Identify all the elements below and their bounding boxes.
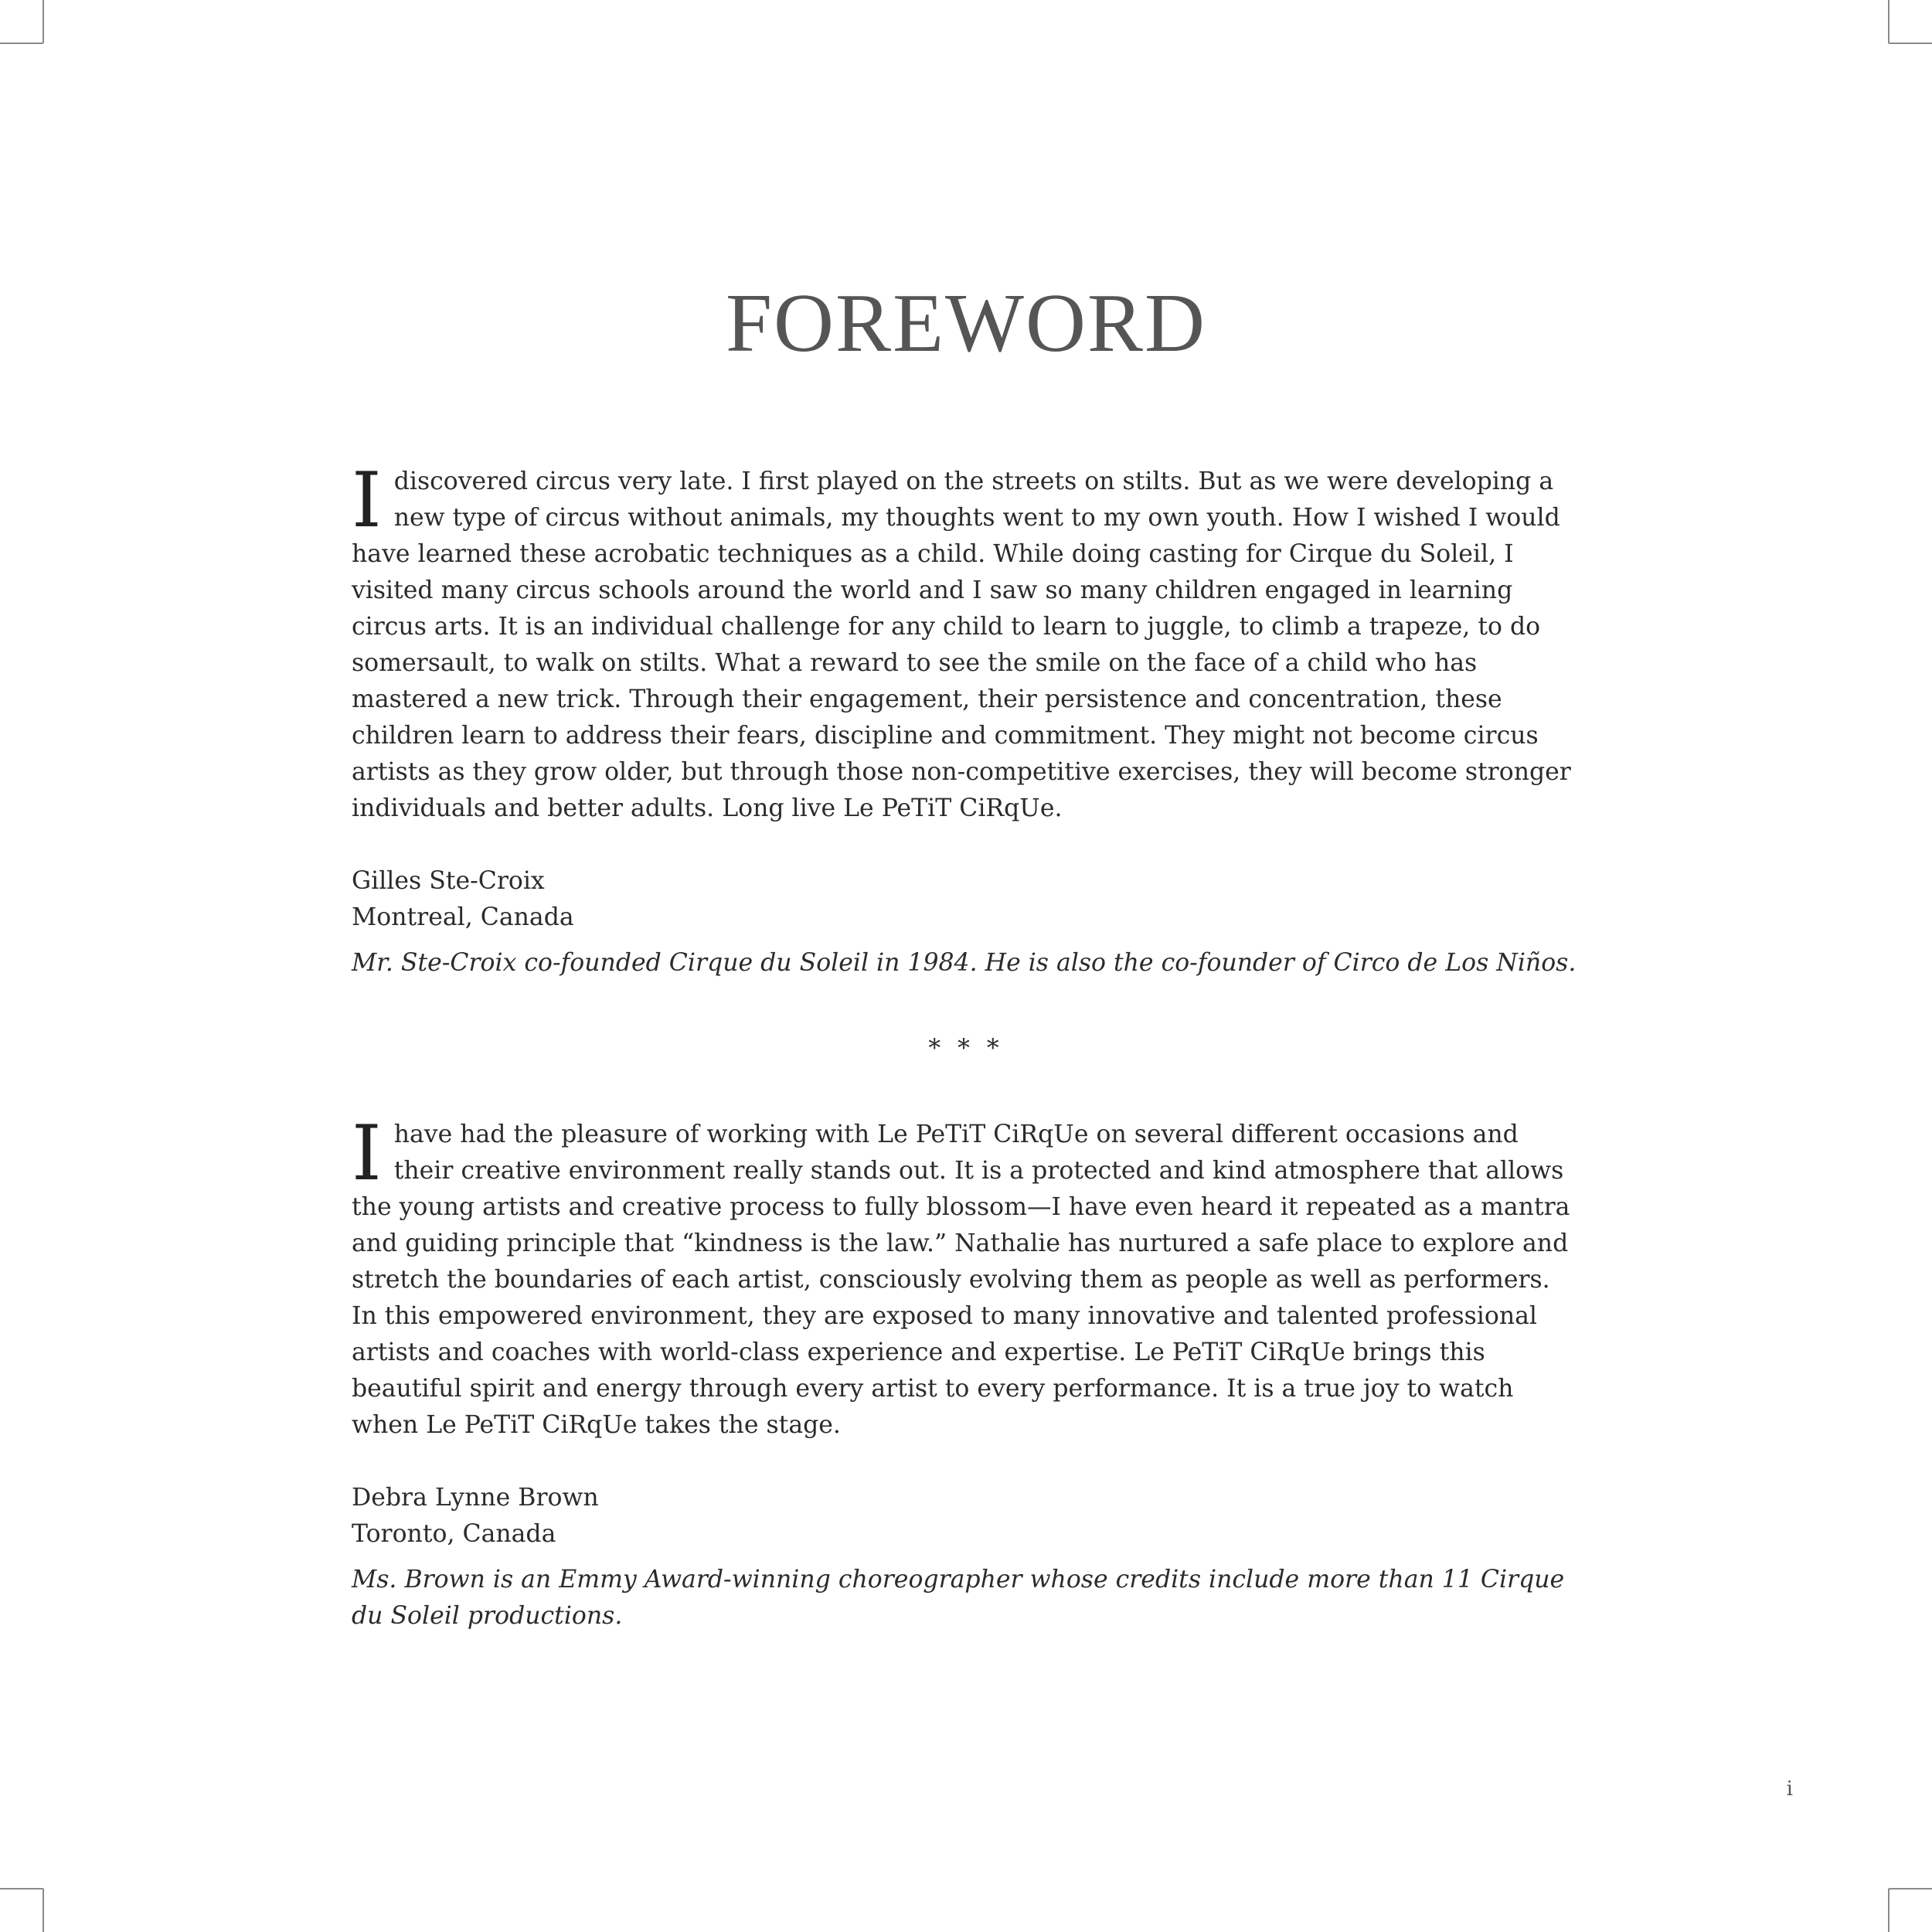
foreword-1-note: Mr. Ste-Croix co-founded Cirque du Soleil in 1984. He is also the co-founder of Circo de Los Niños. — [352, 949, 1577, 977]
foreword-2-body: have had the pleasure of working with Le PeTiT CiRqUe on several different occasions and their creative environment really stands out. It is a protected and kind atmosphere that allows the young artists and creative process to fully blossom—I have even heard it repeated as a mantra and guiding principle that “kindness is the law.” Nathalie has nurtured a safe place to explore and stretch the boundaries of each artist, consciously evolving them as people as well as performers. In this empowered environment, they are exposed to many innovative and talented professional artists and coaches with world-class experience and expertise. Le PeTiT CiRqUe brings this beautiful spirit and energy through every artist to every performance. It is a true joy to watch when Le PeTiT CiRqUe takes the stage. — [352, 1121, 1570, 1439]
foreword-1-author: Gilles Ste-Croix — [352, 867, 545, 895]
foreword-2-note: Ms. Brown is an Emmy Award-winning choreographer whose credits include more than 11 Cirque du Soleil productions. — [352, 1566, 1565, 1630]
crop-mark-top-right-horizontal — [1889, 43, 1932, 44]
foreword-1-paragraph — [352, 457, 1580, 827]
crop-mark-top-right-vertical — [1888, 0, 1889, 43]
foreword-2-dropcap: I — [352, 1110, 382, 1198]
foreword-2-location: Toronto, Canada — [352, 1520, 556, 1548]
foreword-1-dropcap: I — [352, 457, 382, 545]
foreword-section-1 — [352, 457, 1580, 981]
page-title: FOREWORD — [725, 277, 1207, 369]
crop-mark-bottom-left-horizontal — [0, 1888, 43, 1889]
foreword-section-2 — [352, 1110, 1580, 1634]
foreword-content — [352, 457, 1580, 1634]
section-separator: * * * — [928, 1035, 1004, 1063]
foreword-1-body: discovered circus very late. I first played on the streets on stilts. But as we were developing a new type of circus without animals, my thoughts went to my own youth. How I wished I would have learned these acrobatic techniques as a child. While doing casting for Cirque du Soleil, I visited many circus schools around the world and I saw so many children engaged in learning circus arts. It is an individual challenge for any child to learn to juggle, to climb a trapeze, to do somersault, to walk on stilts. What a reward to see the smile on the face of a child who has mastered a new trick. Through their engagement, their persistence and concentration, these children learn to address their fears, discipline and commitment. They might not become circus artists as they grow older, but through those non-competitive exercises, they will become stronger individuals and better adults. Long live Le PeTiT CiRqUe. — [352, 468, 1571, 822]
foreword-2-paragraph — [352, 1110, 1580, 1444]
foreword-2-author: Debra Lynne Brown — [352, 1484, 599, 1512]
crop-mark-top-left-vertical — [43, 0, 44, 43]
crop-mark-top-left-horizontal — [0, 43, 43, 44]
page-number: i — [1786, 1777, 1793, 1801]
crop-mark-bottom-right-horizontal — [1889, 1888, 1932, 1889]
foreword-1-location: Montreal, Canada — [352, 903, 574, 931]
crop-mark-bottom-right-vertical — [1888, 1889, 1889, 1932]
crop-mark-bottom-left-vertical — [43, 1889, 44, 1932]
